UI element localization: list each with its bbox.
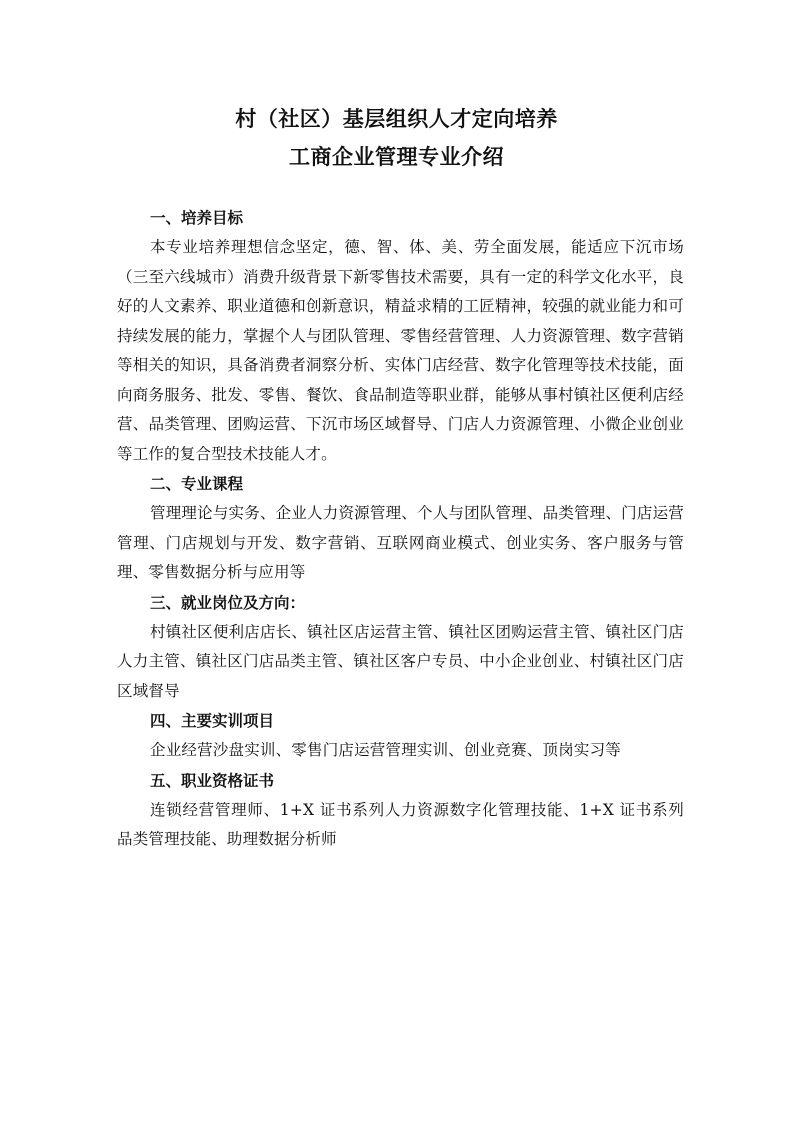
section-paragraph: 本专业培养理想信念坚定，德、智、体、美、劳全面发展，能适应下沉市场（三至六线城市）消费升级背景下新零售技术需要，具有一定的科学文化水平，良好的人文素养、职业道德和创新意识，精益求精的工匠精神，较强的就业能力和可持续发展的能力，掌握个人与团队管理、零售经营管理、人力资源管理、数字营销等相关的知识，具备消费者洞察分析、实体门店经营、数字化管理等技术技能，面向商务服务、批发、零售、餐饮、食品制造等职业群，能够从事村镇社区便利店经营、品类管理、团购运营、下沉市场区域督导、门店人力资源管理、小微企业创业等工作的复合型技术技能人才。 <box>117 238 684 463</box>
title-line-1: 村（社区）基层组织人才定向培养 <box>235 107 558 131</box>
section-training-goal <box>117 203 684 469</box>
section-courses <box>117 469 684 588</box>
section-heading: 五、职业资格证书 <box>150 771 275 790</box>
section-paragraph: 村镇社区便利店店长、镇社区店运营主管、镇社区团购运营主管、镇社区门店人力主管、镇社区门店品类主管、镇社区客户专员、中小企业创业、村镇社区门店区域督导 <box>117 622 684 700</box>
title-line-2: 工商企业管理专业介绍 <box>289 145 504 169</box>
document-title <box>0 100 793 176</box>
section-certificates <box>117 766 684 855</box>
section-paragraph: 连锁经营管理师、1+X 证书系列人力资源数字化管理技能、1+X 证书系列品类管理技能、助理数据分析师 <box>117 800 684 848</box>
section-jobs <box>117 588 684 707</box>
section-paragraph: 管理理论与实务、企业人力资源管理、个人与团队管理、品类管理、门店运营管理、门店规划与开发、数字营销、互联网商业模式、创业实务、客户服务与管理、零售数据分析与应用等 <box>117 504 684 581</box>
section-paragraph: 企业经营沙盘实训、零售门店运营管理实训、创业竞赛、顶岗实习等 <box>150 741 622 759</box>
document-body <box>117 203 684 855</box>
section-heading: 二、专业课程 <box>150 475 244 493</box>
section-heading: 四、主要实训项目 <box>150 712 275 730</box>
section-training-projects <box>117 706 684 766</box>
section-heading: 一、培养目标 <box>150 209 244 227</box>
section-heading: 三、就业岗位及方向： <box>150 593 306 612</box>
